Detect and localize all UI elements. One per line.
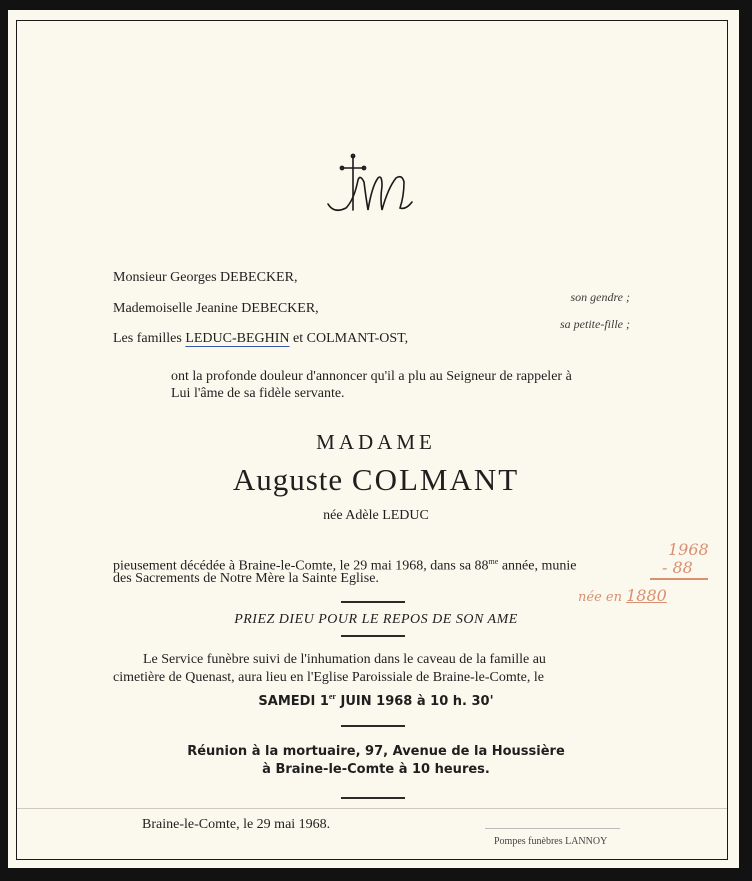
families-prefix: Les familles — [113, 331, 182, 346]
cross-monogram-icon — [320, 152, 420, 222]
service-date-rest: JUIN 1968 à 10 h. 30' — [335, 694, 494, 709]
place-date: Braine-le-Comte, le 29 mai 1968. — [142, 817, 331, 832]
deceased-name — [0, 462, 752, 498]
divider — [341, 601, 405, 603]
mourner-families — [113, 331, 408, 347]
handwritten-underline — [650, 578, 708, 580]
mourner-1-name: Monsieur Georges DEBECKER, — [113, 270, 298, 285]
divider — [341, 635, 405, 637]
death-line-1-text: pieusement décédée à Braine-le-Comte, le 29 mai 1968, dans sa 88 — [113, 558, 489, 574]
divider — [341, 797, 405, 799]
mourner-1-relation: son gendre ; — [570, 290, 630, 304]
handwritten-birth-label: née en — [578, 590, 622, 605]
announcement-line-2: Lui l'âme de sa fidèle servante. — [171, 386, 345, 401]
deceased-given-name: Auguste — [232, 462, 344, 497]
deceased-surname: COLMANT — [351, 462, 520, 497]
reunion-line-1: Réunion à la mortuaire, 97, Avenue de la Houssière — [187, 744, 565, 759]
handwritten-year: 1968 — [668, 540, 709, 559]
families-joiner: et — [293, 331, 304, 346]
service-date-day: SAMEDI 1 — [258, 694, 329, 709]
handwritten-birth-year: 1880 — [626, 586, 667, 605]
announcement-line-1: ont la profonde douleur d'annoncer qu'il a plu au Seigneur de rappeler à — [171, 369, 572, 384]
service-line-1: Le Service funèbre suivi de l'inhumation dans le caveau de la famille au — [143, 652, 546, 667]
reunion-line-2: à Braine-le-Comte à 10 heures. — [262, 762, 490, 777]
printer-credit: Pompes funèbres LANNOY — [494, 836, 608, 847]
family-colmant-ost: COLMANT-OST, — [306, 331, 409, 346]
footer-divider — [17, 808, 727, 809]
prayer-line: PRIEZ DIEU POUR LE REPOS DE SON AME — [234, 612, 518, 627]
family-leduc-beghin: LEDUC-BEGHIN — [185, 331, 290, 346]
deceased-maiden-name: née Adèle LEDUC — [323, 508, 429, 523]
service-date — [0, 692, 752, 710]
death-line-2: des Sacrements de Notre Mère la Sainte Eglise. — [113, 571, 379, 586]
service-line-2: cimetière de Quenast, aura lieu en l'Eglise Paroissiale de Braine-le-Comte, le — [113, 670, 544, 685]
handwritten-age: - 88 — [662, 558, 693, 577]
death-line-1-end: année, munie — [498, 558, 577, 574]
printer-divider — [485, 828, 620, 829]
mourner-2-relation: sa petite-fille ; — [560, 317, 630, 331]
divider — [341, 725, 405, 727]
handwritten-birth — [578, 586, 667, 605]
deceased-title: MADAME — [316, 430, 436, 454]
mourner-2-name: Mademoiselle Jeanine DEBECKER, — [113, 301, 319, 316]
service-date-suffix: er — [328, 692, 336, 701]
death-ordinal-suffix: me — [488, 557, 499, 566]
